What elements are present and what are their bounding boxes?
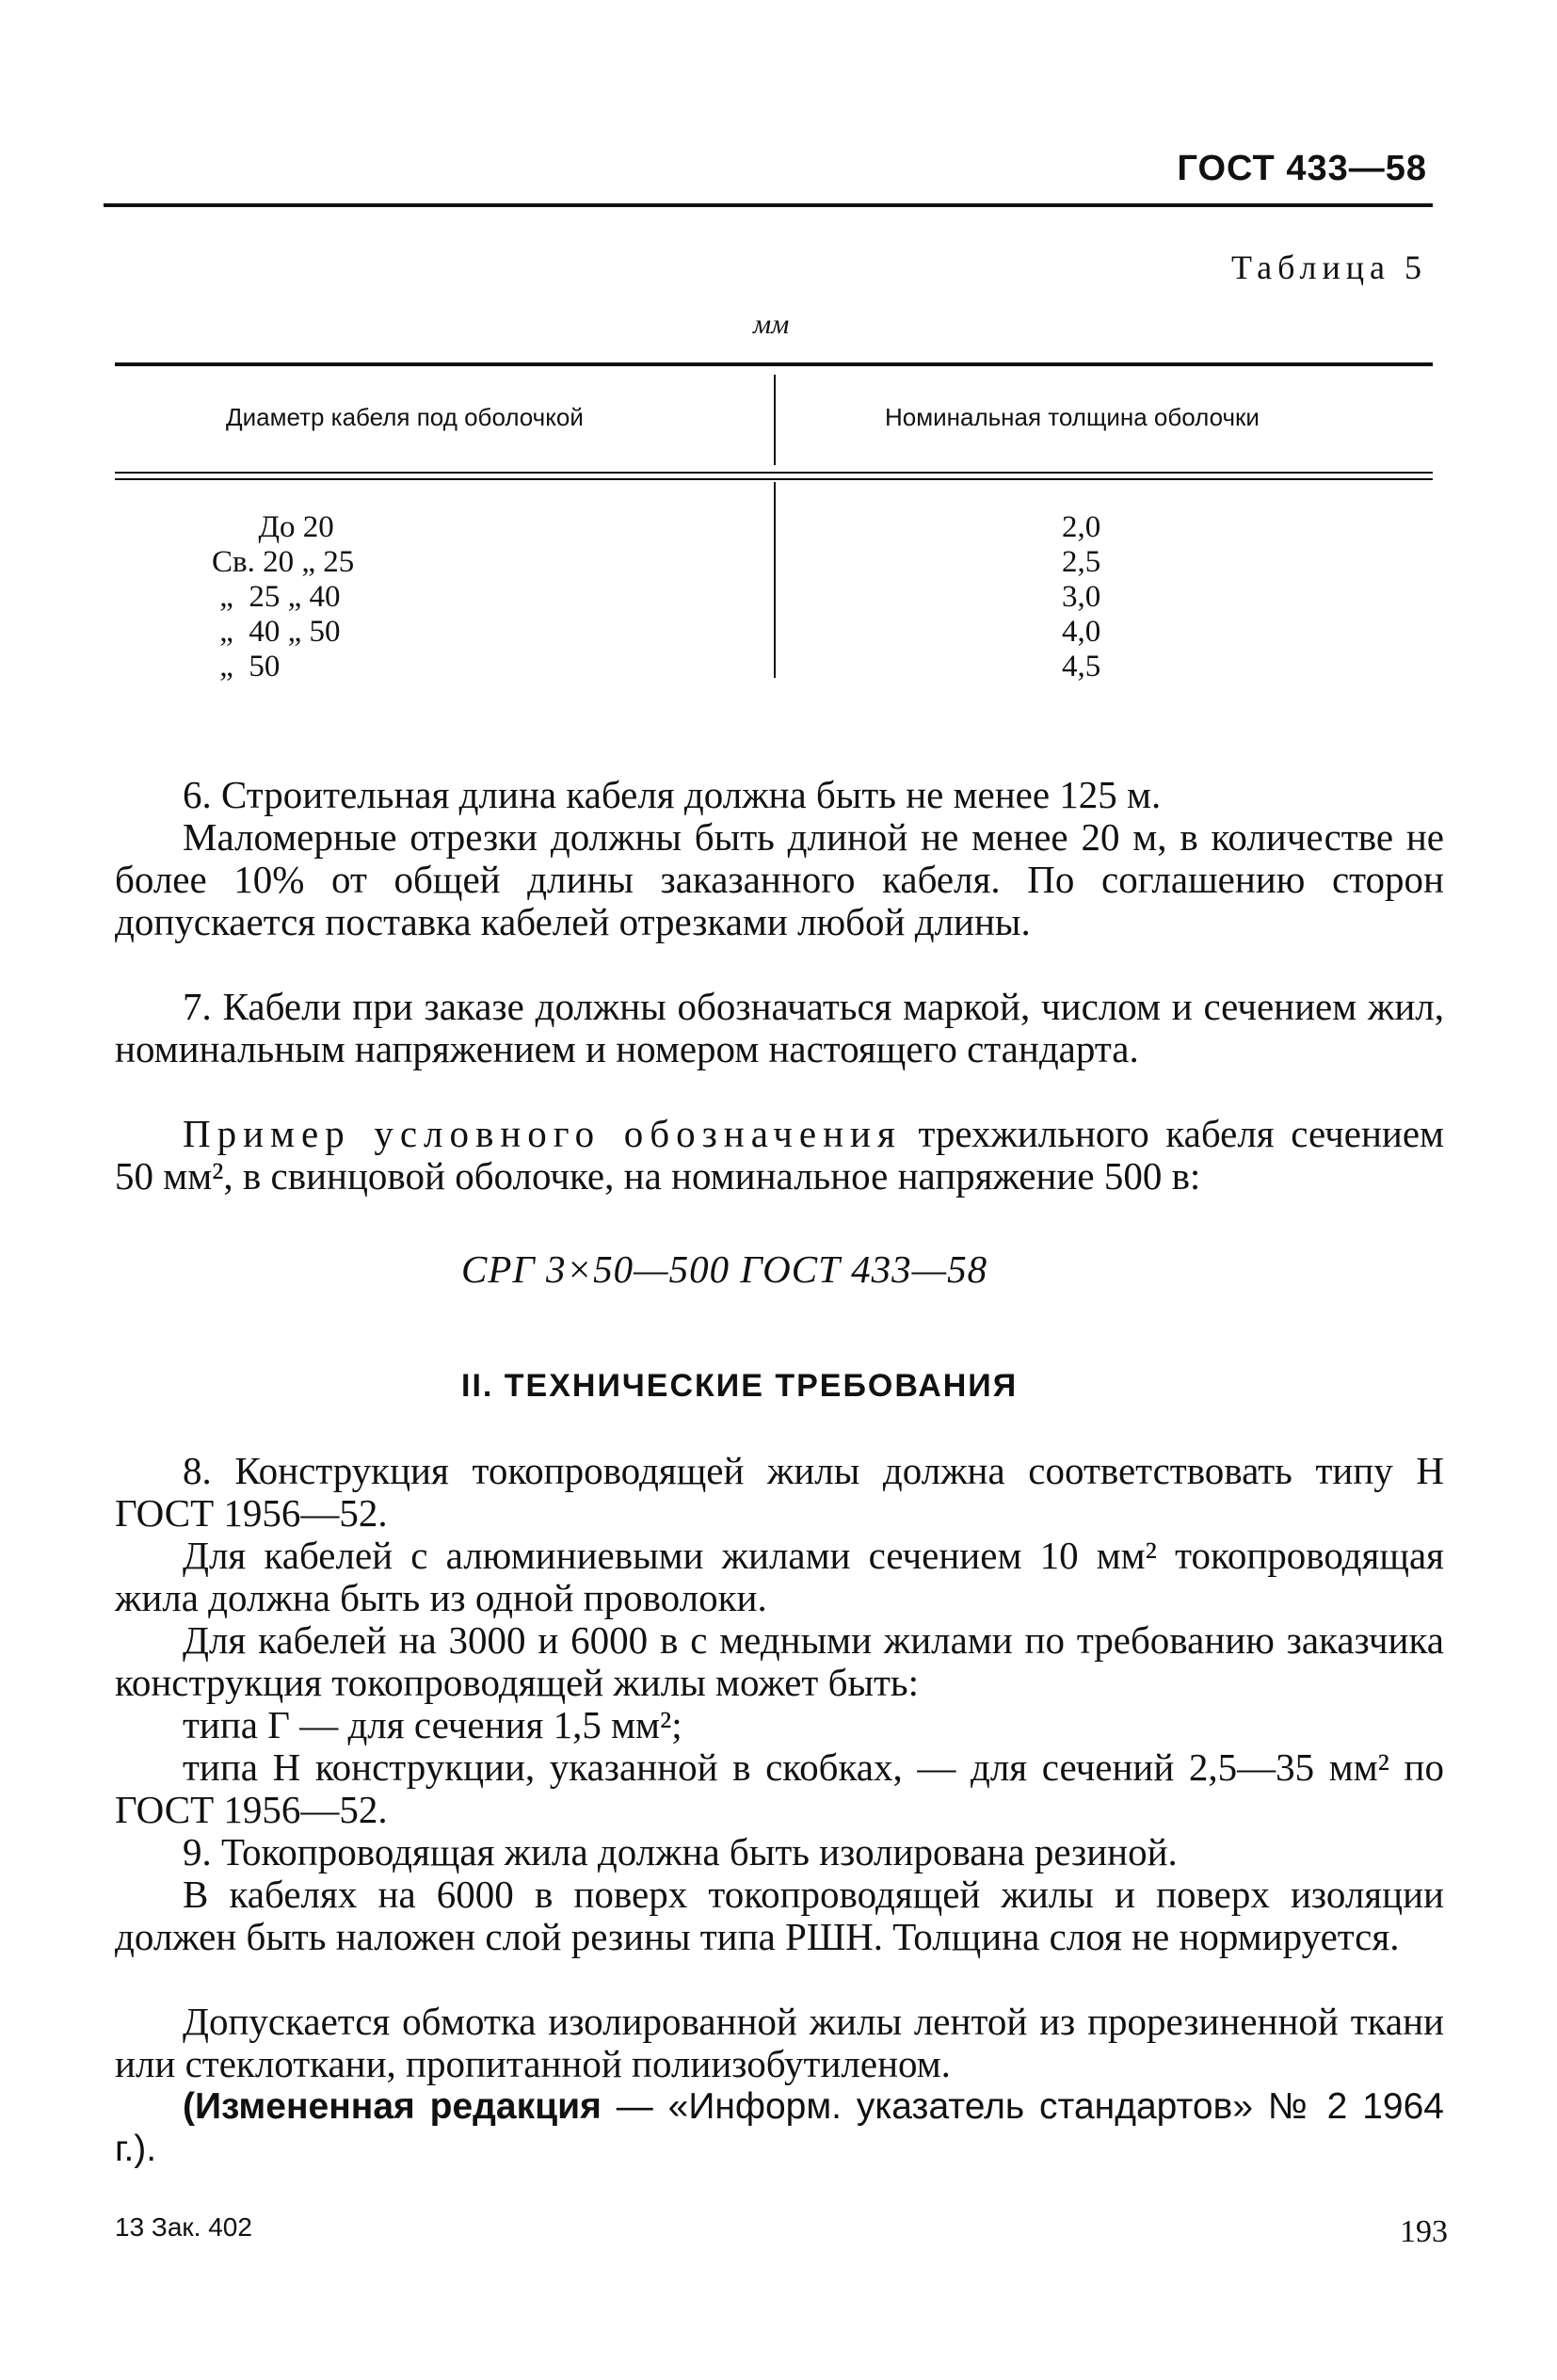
table-cell-thickness: 4,0 — [1062, 615, 1101, 649]
amendment-note — [115, 2085, 1444, 2170]
table-cell-diameter: До 20 — [212, 510, 334, 544]
paragraph-8-type-n: типа Н конструкции, указанной в скобках, — для сечений 2,5—35 мм² по ГОСТ 1956—52. — [115, 1745, 1444, 1831]
table-cell-thickness: 3,0 — [1062, 580, 1101, 614]
thickness-column — [1062, 510, 1137, 684]
amendment-source: — «Информ. указатель стандартов» № 2 1964 г.). — [115, 2086, 1444, 2169]
table-cell-thickness: 2,0 — [1062, 510, 1101, 544]
paragraph-9-wrapping: Допускается обмотка изолированной жилы лентой из прорезиненной ткани или стеклоткани, пропитанной полиизобутиленом. — [115, 2000, 1444, 2085]
table-top-rule — [115, 362, 1433, 366]
column-divider-body — [774, 482, 776, 678]
document-code: ГОСТ 433—58 — [1177, 149, 1427, 188]
header-rule — [104, 203, 1433, 207]
paragraph-9: 9. Токопроводящая жила должна быть изолирована резиной. — [183, 1830, 1178, 1873]
paragraph-8-type-g: типа Г — для сечения 1,5 мм²; — [183, 1703, 682, 1746]
header-double-rule-top — [115, 472, 1433, 474]
table-cell-thickness: 2,5 — [1062, 545, 1101, 579]
designation-example — [115, 1113, 1444, 1198]
print-order-mark: 13 Зак. 402 — [115, 2212, 252, 2242]
amendment-label: (Измененная редакция — [183, 2086, 602, 2127]
paragraph-8-copper: Для кабелей на 3000 и 6000 в с медными жилами по требованию заказчика конструкция токопроводящей жилы может быть: — [115, 1618, 1444, 1704]
paragraph-8-aluminium: Для кабелей с алюминиевыми жилами сечением 10 мм² токопроводящая жила должна быть из одной проволоки. — [115, 1534, 1444, 1619]
column-header-diameter: Диаметр кабеля под оболочкой — [226, 403, 584, 431]
table-cell-diameter: „ 40 „ 50 — [212, 615, 341, 649]
paragraph-9-6000v: В кабелях на 6000 в поверх токопроводящей жилы и поверх изоляции должен быть наложен слой резины типа РШН. Толщина слоя не нормируется. — [115, 1873, 1444, 1958]
column-divider-header — [774, 375, 776, 465]
header-double-rule-bottom — [115, 478, 1433, 480]
table-cell-diameter: „ 50 — [212, 650, 281, 683]
table-label: Таблица 5 — [1231, 249, 1427, 286]
paragraph-8: 8. Конструкция токопроводящей жилы должна соответствовать типу Н ГОСТ 1956—52. — [115, 1449, 1444, 1535]
column-header-thickness: Номинальная толщина оболочки — [885, 403, 1260, 431]
table-cell-diameter: „ 25 „ 40 — [212, 580, 341, 614]
page-number: 193 — [1400, 2214, 1448, 2249]
example-label: Пример условного обозначения — [183, 1112, 902, 1155]
table-cell-diameter: Св. 20 „ 25 — [212, 545, 355, 579]
designation-formula: СРГ 3×50—500 ГОСТ 433—58 — [461, 1247, 988, 1291]
table-unit: мм — [753, 309, 790, 340]
diameter-column — [212, 510, 419, 684]
example-text: трехжильного кабеля сечением 50 мм², в свинцовой оболочке, на номинальное напряжение 500 в: — [115, 1112, 1445, 1198]
paragraph-7: 7. Кабели при заказе должны обозначаться маркой, числом и сечением жил, номинальным напряжением и номером настоящего стандарта. — [115, 985, 1444, 1070]
section-heading: II. ТЕХНИЧЕСКИЕ ТРЕБОВАНИЯ — [461, 1368, 1019, 1404]
paragraph-6-continued: Маломерные отрезки должны быть длиной не менее 20 м, в количестве не более 10% от общей длины заказанного кабеля. По соглашению сторон допускается поставка кабелей отрезками любой длины. — [115, 815, 1444, 943]
paragraph-6: 6. Строительная длина кабеля должна быть не менее 125 м. — [183, 773, 1162, 816]
table-cell-thickness: 4,5 — [1062, 650, 1101, 683]
